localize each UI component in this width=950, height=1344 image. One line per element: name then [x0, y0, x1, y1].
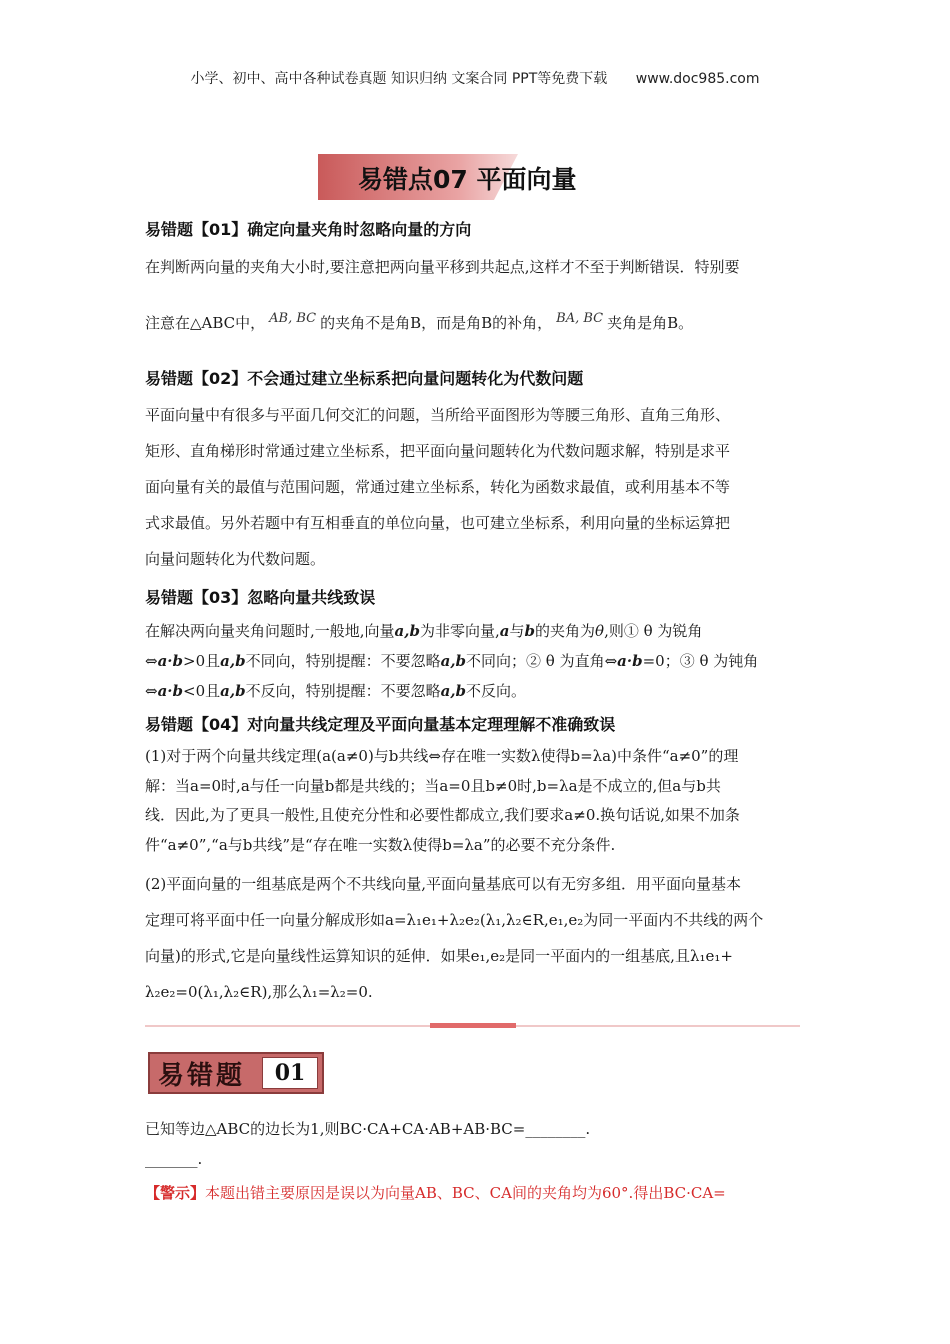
page-header: [0, 68, 950, 88]
paragraph-line: 向量)的形式,它是向量线性运算知识的延伸．如果e₁,e₂是同一平面内的一组基底,且λ₁e₁+: [145, 947, 733, 965]
text: 的夹角为: [535, 622, 596, 640]
header-site[interactable]: www.doc985.com: [635, 71, 760, 87]
vector-b: b: [524, 622, 536, 640]
paragraph-line: 矩形、直角梯形时常通过建立坐标系，把平面向量问题转化为代数问题求解，特别是求平: [145, 442, 731, 460]
paragraph-line: (1)对于两个向量共线定理(a(a≠0)与b共线⇔存在唯一实数λ使得b=λa)中条件“a≠0”的理: [145, 747, 739, 765]
section-04-heading: 易错题【04】对向量共线定理及平面向量基本定理理解不准确致误: [145, 715, 616, 734]
question-line-2: _______.: [145, 1150, 203, 1168]
text: 不同向，特别提醒：不要忽略: [245, 652, 441, 670]
section-02-body: [145, 397, 810, 577]
paragraph-line: 式求最值。另外若题中有互相垂直的单位向量，也可建立坐标系，利用向量的坐标运算把: [145, 514, 731, 532]
text: ,则① θ 为锐角: [604, 622, 703, 640]
text: 不反向，特别提醒：不要忽略: [245, 682, 441, 700]
paragraph-line: (2)平面向量的一组基底是两个不共线向量,平面向量基底可以有无穷多组．用平面向量基本: [145, 875, 742, 893]
section-01-heading: 易错题【01】确定向量夹角时忽略向量的方向: [145, 220, 472, 239]
text: >0且: [183, 652, 221, 670]
badge-label: 易错题: [158, 1061, 246, 1091]
vector-ab: a,b: [220, 652, 246, 670]
text: <0且: [183, 682, 221, 700]
paragraph-line: [145, 676, 810, 706]
section-03-heading: 易错题【03】忽略向量共线致误: [145, 588, 376, 607]
section-03-body: [145, 616, 810, 706]
dot-product: a·b: [157, 682, 184, 700]
s1-text-b: 的夹角不是角B，而是角B的补角，: [320, 314, 553, 332]
paragraph-line: 解：当a=0时,a与任一向量b都是共线的；当a=0且b≠0时,b=λa是不成立的,但a与b共: [145, 776, 721, 795]
vector-ab: a,b: [440, 652, 467, 670]
section-01-line-2: [145, 312, 810, 333]
text: ⇔: [145, 652, 158, 670]
vector-ba-bc: BA, BC: [556, 311, 604, 326]
paragraph-line: 件“a≠0”,“a与b共线”是“存在唯一实数λ使得b=λa”的必要不充分条件.: [145, 835, 616, 854]
badge-number: 01: [262, 1057, 318, 1089]
divider-accent: [430, 1023, 516, 1028]
paragraph-line: [145, 646, 810, 676]
text: =0；③ θ 为钝角: [642, 652, 759, 670]
theta: θ: [595, 622, 605, 640]
title-banner: [318, 154, 580, 200]
question-line-1: 已知等边△ABC的边长为1,则BC·CA+CA·AB+AB·BC=________.: [145, 1120, 591, 1138]
paragraph-line: 平面向量中有很多与平面几何交汇的问题，当所给平面图形为等腰三角形、直角三角形、: [145, 406, 731, 424]
header-text: 小学、初中、高中各种试卷真题 知识归纳 文案合同 PPT等免费下载: [190, 71, 608, 87]
warning-text: 本题出错主要原因是误以为向量AB、BC、CA间的夹角均为60°.得出BC·CA=: [205, 1184, 726, 1202]
section-01-line-1: 在判断两向量的夹角大小时,要注意把两向量平移到共起点,这样才不至于判断错误．特别要: [145, 258, 740, 276]
s1-text-a: 注意在△ABC中，: [145, 314, 266, 332]
vector-ab-bc: AB, BC: [269, 311, 317, 326]
dot-product: a·b: [617, 652, 643, 670]
text: ⇔: [145, 682, 158, 700]
vector-ab: a,b: [220, 682, 246, 700]
text: 在解决两向量夹角问题时,一般地,向量: [145, 622, 395, 640]
paragraph-line: 向量问题转化为代数问题。: [145, 550, 326, 568]
section-04-para-1: [145, 742, 810, 860]
vector-ab: a,b: [394, 622, 420, 640]
vector-ab: a,b: [440, 682, 467, 700]
warning-line: [145, 1182, 810, 1203]
text: 与: [509, 622, 525, 640]
paragraph-line: 线．因此,为了更具一般性,且使充分性和必要性都成立,我们要求a≠0.换句话说,如果不加条: [145, 806, 740, 824]
paragraph-line: 面向量有关的最值与范围问题，常通过建立坐标系，转化为函数求最值，或利用基本不等: [145, 478, 731, 496]
section-04-para-2: [145, 866, 810, 1010]
vector-a: a: [499, 622, 510, 640]
question-badge: [148, 1052, 324, 1094]
paragraph-line: λ₂e₂=0(λ₁,λ₂∈R),那么λ₁=λ₂=0.: [145, 983, 373, 1001]
text: 不反向。: [466, 682, 527, 700]
paragraph-line: 定理可将平面中任一向量分解成形如a=λ₁e₁+λ₂e₂(λ₁,λ₂∈R,e₁,e₂为同一平面内不共线的两个: [145, 911, 764, 929]
paragraph-line: [145, 616, 810, 646]
text: 为非零向量,: [419, 622, 500, 640]
dot-product: a·b: [157, 652, 184, 670]
page-title: 易错点07 平面向量: [358, 165, 577, 194]
text: 不同向；② θ 为直角⇔: [466, 652, 618, 670]
warning-label: 【警示】: [145, 1184, 206, 1202]
s1-text-c: 夹角是角B。: [607, 314, 694, 332]
section-02-heading: 易错题【02】不会通过建立坐标系把向量问题转化为代数问题: [145, 369, 584, 388]
